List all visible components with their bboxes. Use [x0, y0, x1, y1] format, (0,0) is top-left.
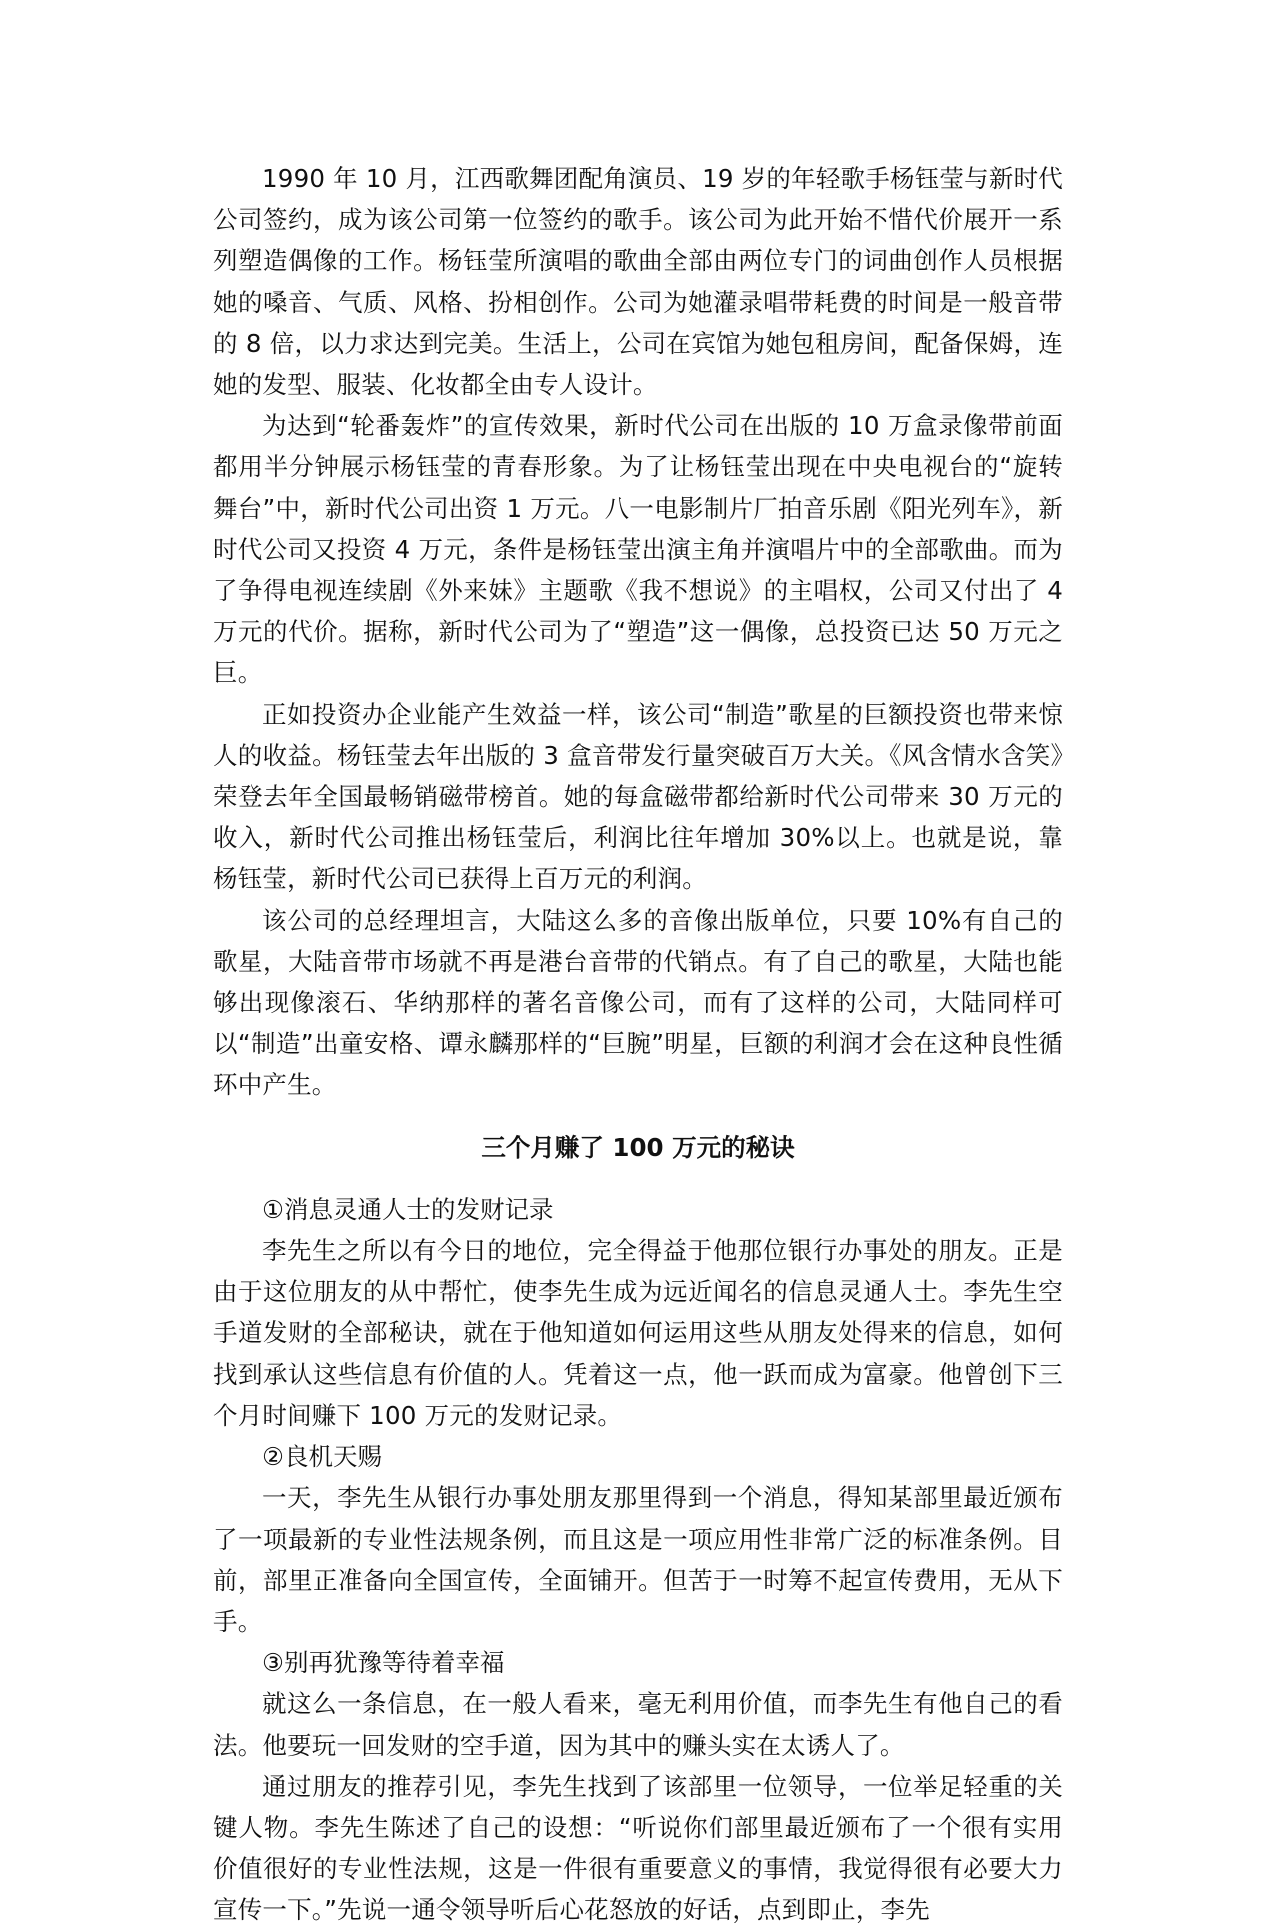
document-page	[213, 158, 1063, 1931]
subheading-3: ③别再犹豫等待着幸福	[262, 1648, 505, 1678]
paragraph-promotion: 为达到“轮番轰炸”的宣传效果，新时代公司在出版的 10 万盒录像带前面都用半分钟展示杨钰莹的青春形象。为了让杨钰莹出现在中央电视台的“旋转舞台”中，新时代公司出资 1 万元。八一电影制片厂拍音乐剧《阳光列车》，新时代公司又投资 4 万元，条件是杨钰莹出演主角并演唱片中的全部歌曲。而为了争得电视连续剧《外来妹》主题歌《我不想说》的主唱权，公司又付出了 4 万元的代价。据称，新时代公司为了“塑造”这一偶像，总投资已达 50 万元之巨。	[213, 411, 1063, 688]
subheading-2: ②良机天赐	[262, 1442, 382, 1472]
paragraph-li-secret: 李先生之所以有今日的地位，完全得益于他那位银行办事处的朋友。正是由于这位朋友的从中帮忙，使李先生成为远近闻名的信息灵通人士。李先生空手道发财的全部秘诀，就在于他知道如何运用这些从朋友处得来的信息，如何找到承认这些信息有价值的人。凭着这一点，他一跃而成为富豪。他曾创下三个月时间赚下 100 万元的发财记录。	[213, 1236, 1063, 1430]
paragraph-opportunity: 一天，李先生从银行办事处朋友那里得到一个消息，得知某部里最近颁布了一项最新的专业性法规条例，而且这是一项应用性非常广泛的标准条例。目前，部里正准备向全国宣传，全面铺开。但苦于一时筹不起宣传费用，无从下手。	[213, 1483, 1063, 1636]
paragraph-returns: 正如投资办企业能产生效益一样，该公司“制造”歌星的巨额投资也带来惊人的收益。杨钰莹去年出版的 3 盒音带发行量突破百万大关。《风含情水含笑》荣登去年全国最畅销磁带榜首。她的每盒磁带都给新时代公司带来 30 万元的收入，新时代公司推出杨钰莹后，利润比往年增加 30%以上。也就是说，靠杨钰莹，新时代公司已获得上百万元的利润。	[213, 699, 1063, 894]
paragraph-manager-view: 该公司的总经理坦言，大陆这么多的音像出版单位，只要 10%有自己的歌星，大陆音带市场就不再是港台音带的代销点。有了自己的歌星，大陆也能够出现像滚石、华纳那样的著名音像公司，而有了这样的公司，大陆同样可以“制造”出童安格、谭永麟那样的“巨腕”明星，巨额的利润才会在这种良性循环中产生。	[213, 905, 1063, 1100]
subheading-1: ①消息灵通人士的发财记录	[262, 1194, 554, 1224]
paragraph-meeting: 通过朋友的推荐引见，李先生找到了该部里一位领导，一位举足轻重的关键人物。李先生陈述了自己的设想：“听说你们部里最近颁布了一个很有实用价值很好的专业性法规，这是一件很有重要意义的事情，我觉得很有必要大力宣传一下。”先说一通令领导听后心花怒放的好话，点到即止，李先	[213, 1771, 1063, 1925]
section-title: 三个月赚了 100 万元的秘诀	[481, 1132, 795, 1162]
paragraph-contract: 1990 年 10 月，江西歌舞团配角演员、19 岁的年轻歌手杨钰莹与新时代公司签约，成为该公司第一位签约的歌手。该公司为此开始不惜代价展开一系列塑造偶像的工作。杨钰莹所演唱的歌曲全部由两位专门的词曲创作人员根据她的嗓音、气质、风格、扮相创作。公司为她灌录唱带耗费的时间是一般音带的 8 倍，以力求达到完美。生活上，公司在宾馆为她包租房间，配备保姆，连她的发型、服装、化妆都全由专人设计。	[213, 164, 1063, 400]
paragraph-view: 就这么一条信息，在一般人看来，毫无利用价值，而李先生有他自己的看法。他要玩一回发财的空手道，因为其中的赚头实在太诱人了。	[213, 1689, 1063, 1760]
